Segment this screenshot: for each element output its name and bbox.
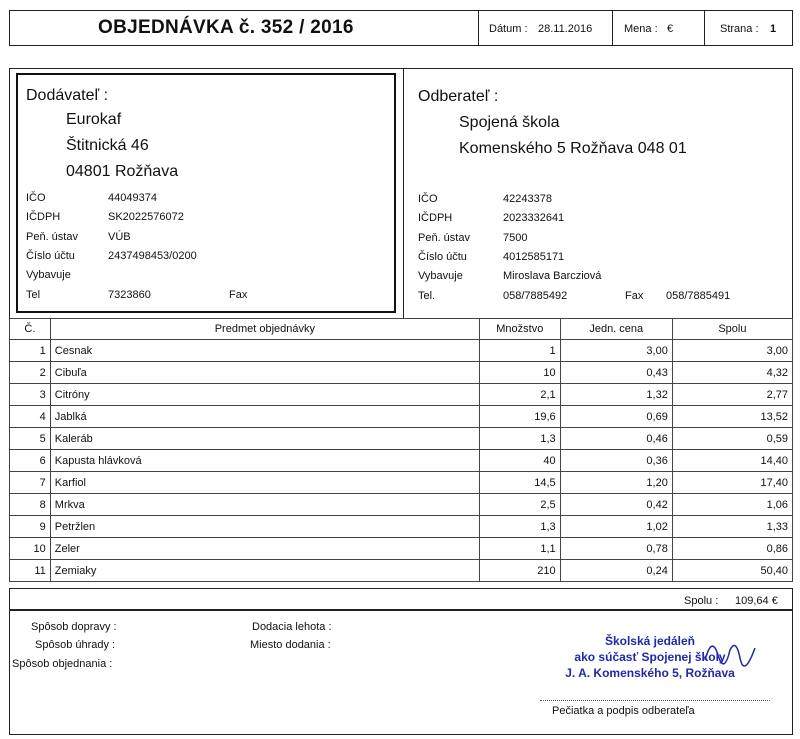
customer-heading: Odberateľ : [418, 88, 499, 105]
row-item: Zeler [50, 538, 479, 560]
sum-label: Spolu : [684, 595, 719, 607]
row-item: Zemiaky [50, 560, 479, 582]
row-item: Mrkva [50, 494, 479, 516]
row-total: 14,40 [672, 450, 792, 472]
supplier-icdph-label: IČDPH [26, 211, 61, 223]
supplier-account-label: Číslo účtu [26, 250, 75, 262]
delivery-date-label: Dodacia lehota : [252, 621, 332, 633]
row-unit-price: 0,43 [560, 362, 672, 384]
col-price-header: Jedn. cena [560, 319, 672, 340]
table-row [10, 560, 793, 582]
customer-ico-value: 42243378 [503, 193, 552, 205]
row-number: 1 [10, 340, 51, 362]
customer-contact-value: Miroslava Barcziová [503, 270, 602, 282]
stamp-caption: Pečiatka a podpis odberateľa [552, 705, 695, 717]
row-total: 3,00 [672, 340, 792, 362]
row-unit-price: 1,20 [560, 472, 672, 494]
row-quantity: 2,1 [479, 384, 560, 406]
row-quantity: 19,6 [479, 406, 560, 428]
supplier-bank-label: Peň. ústav [26, 231, 78, 243]
row-number: 11 [10, 560, 51, 582]
supplier-street: Štitnická 46 [66, 137, 149, 154]
delivery-place-label: Miesto dodania : [250, 639, 331, 651]
row-quantity: 40 [479, 450, 560, 472]
supplier-ico-label: IČO [26, 192, 46, 204]
row-item: Cesnak [50, 340, 479, 362]
row-number: 3 [10, 384, 51, 406]
row-number: 4 [10, 406, 51, 428]
date-value: 28.11.2016 [538, 23, 593, 35]
order-title: OBJEDNÁVKA č. 352 / 2016 [98, 17, 354, 38]
signature [700, 630, 760, 670]
col-no-header: Č. [10, 319, 51, 340]
customer-account-value: 4012585171 [503, 251, 565, 263]
row-item: Kapusta hlávková [50, 450, 479, 472]
page-value: 1 [770, 23, 777, 35]
row-total: 0,86 [672, 538, 792, 560]
table-row [10, 472, 793, 494]
col-total-header: Spolu [672, 319, 792, 340]
page-label: Strana : [720, 23, 759, 35]
table-header-row [10, 319, 793, 340]
row-number: 10 [10, 538, 51, 560]
table-row [10, 494, 793, 516]
row-number: 5 [10, 428, 51, 450]
row-unit-price: 0,24 [560, 560, 672, 582]
row-item: Citróny [50, 384, 479, 406]
supplier-icdph-value: SK2022576072 [108, 211, 184, 223]
row-unit-price: 0,46 [560, 428, 672, 450]
date-label: Dátum : [489, 23, 528, 35]
transport-label: Spôsob dopravy : [31, 621, 117, 633]
sum-value: 109,64 € [735, 595, 778, 607]
row-number: 9 [10, 516, 51, 538]
table-row [10, 516, 793, 538]
customer-contact-label: Vybavuje [418, 270, 463, 282]
customer-icdph-label: IČDPH [418, 212, 453, 224]
row-unit-price: 0,36 [560, 450, 672, 472]
col-qty-header: Množstvo [479, 319, 560, 340]
table-row [10, 362, 793, 384]
row-number: 8 [10, 494, 51, 516]
row-quantity: 1 [479, 340, 560, 362]
supplier-name: Eurokaf [66, 111, 122, 128]
row-item: Petržlen [50, 516, 479, 538]
customer-account-label: Číslo účtu [418, 251, 467, 263]
row-total: 0,59 [672, 428, 792, 450]
supplier-account-value: 2437498453/0200 [108, 250, 197, 262]
row-item: Karfiol [50, 472, 479, 494]
customer-icdph-value: 2023332641 [503, 212, 565, 224]
row-item: Kaleráb [50, 428, 479, 450]
supplier-fax-label: Fax [229, 289, 248, 301]
supplier-heading: Dodávateľ : [26, 87, 109, 104]
customer-ico-label: IČO [418, 193, 438, 205]
row-unit-price: 3,00 [560, 340, 672, 362]
customer-tel-value: 058/7885492 [503, 290, 568, 302]
row-item: Jablká [50, 406, 479, 428]
supplier-box [16, 73, 396, 313]
table-row [10, 340, 793, 362]
customer-name: Spojená škola [459, 114, 560, 131]
row-total: 1,06 [672, 494, 792, 516]
order-method-label: Spôsob objednania : [12, 658, 113, 670]
row-quantity: 1,3 [479, 428, 560, 450]
row-unit-price: 1,32 [560, 384, 672, 406]
payment-label: Spôsob úhrady : [35, 639, 116, 651]
items-table [9, 318, 793, 582]
supplier-bank-value: VÚB [108, 231, 131, 243]
col-item-header: Predmet objednávky [50, 319, 479, 340]
customer-divider [403, 68, 404, 319]
customer-fax-label: Fax [625, 290, 644, 302]
supplier-ico-value: 44049374 [108, 192, 157, 204]
signature-line [540, 700, 770, 701]
supplier-contact-label: Vybavuje [26, 269, 71, 281]
customer-bank-label: Peň. ústav [418, 232, 470, 244]
supplier-city: 04801 Rožňava [66, 163, 179, 180]
row-number: 6 [10, 450, 51, 472]
currency-label: Mena : [624, 23, 658, 35]
row-quantity: 10 [479, 362, 560, 384]
row-total: 2,77 [672, 384, 792, 406]
customer-fax-value: 058/7885491 [666, 290, 731, 302]
row-total: 13,52 [672, 406, 792, 428]
table-row [10, 538, 793, 560]
customer-address: Komenského 5 Rožňava 048 01 [459, 140, 687, 157]
row-total: 50,40 [672, 560, 792, 582]
supplier-tel-label: Tel [26, 289, 41, 301]
row-quantity: 2,5 [479, 494, 560, 516]
row-quantity: 210 [479, 560, 560, 582]
customer-bank-value: 7500 [503, 232, 528, 244]
table-row [10, 450, 793, 472]
row-quantity: 1,1 [479, 538, 560, 560]
row-total: 1,33 [672, 516, 792, 538]
row-unit-price: 1,02 [560, 516, 672, 538]
currency-value: € [667, 23, 674, 35]
row-quantity: 14,5 [479, 472, 560, 494]
table-row [10, 384, 793, 406]
customer-tel-label: Tel. [418, 290, 436, 302]
stamp-line-1: Školská jedáleň [604, 634, 696, 648]
row-unit-price: 0,69 [560, 406, 672, 428]
row-quantity: 1,3 [479, 516, 560, 538]
table-row [10, 428, 793, 450]
supplier-tel-value: 7323860 [108, 289, 151, 301]
row-unit-price: 0,42 [560, 494, 672, 516]
row-total: 17,40 [672, 472, 792, 494]
row-number: 2 [10, 362, 51, 384]
stamp-line-2: ako súčasť Spojenej školy [574, 650, 726, 664]
table-row [10, 406, 793, 428]
stamp-line-3: J. A. Komenského 5, Rožňava [565, 666, 735, 680]
row-item: Cibuľa [50, 362, 479, 384]
row-number: 7 [10, 472, 51, 494]
sum-frame [9, 588, 793, 610]
row-total: 4,32 [672, 362, 792, 384]
row-unit-price: 0,78 [560, 538, 672, 560]
